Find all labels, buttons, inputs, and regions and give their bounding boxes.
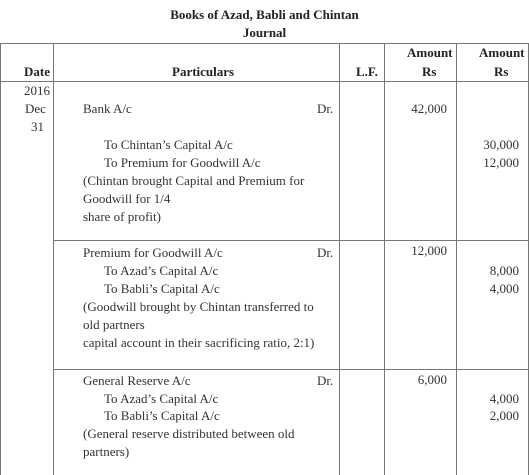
entry-dr-label: Dr.: [317, 101, 334, 116]
entry-narration: partners): [83, 444, 130, 459]
date-header: Date: [24, 64, 50, 79]
entry-divider-1: [53, 240, 529, 241]
date-month: Dec: [25, 101, 46, 116]
entry-credit-account: To Chintan’s Capital A/c: [104, 137, 233, 152]
entry-credit-amount: 4,000: [489, 391, 519, 406]
header-bottom-border: [0, 81, 529, 82]
entry-credit-account: To Azad’s Capital A/c: [104, 263, 219, 278]
particulars-header: Particulars: [172, 64, 235, 79]
amount2-header: Amount: [479, 45, 525, 60]
entry-credit-account: To Azad’s Capital A/c: [104, 391, 219, 406]
entry-narration: (General reserve distributed between old: [83, 426, 295, 441]
entry-narration: share of profit): [83, 209, 161, 224]
amount1-unit: Rs: [422, 64, 437, 79]
table-top-border: [0, 43, 529, 44]
entry-credit-amount: 12,000: [483, 155, 519, 170]
amount1-header: Amount: [407, 45, 453, 60]
amount2-unit: Rs: [494, 64, 509, 79]
divider-date: [53, 43, 54, 475]
entry-credit-account: To Babli’s Capital A/c: [104, 281, 220, 296]
entry-narration: (Chintan brought Capital and Premium for: [83, 173, 305, 188]
entry-narration: old partners: [83, 317, 145, 332]
entry-credit-amount: 4,000: [489, 281, 519, 296]
entry-dr-label: Dr.: [317, 245, 334, 260]
entry-narration: (Goodwill brought by Chintan transferred to: [83, 299, 314, 314]
entry-debit-amount: 12,000: [411, 243, 447, 258]
lf-header: L.F.: [356, 64, 378, 79]
entry-debit-account: Premium for Goodwill A/c: [83, 245, 223, 260]
entry-debit-amount: 6,000: [417, 372, 447, 387]
ledger-title: Books of Azad, Babli and Chintan: [170, 7, 359, 22]
entry-debit-account: Bank A/c: [83, 101, 132, 116]
entry-credit-amount: 8,000: [489, 263, 519, 278]
entry-debit-account: General Reserve A/c: [83, 373, 191, 388]
entry-narration: Goodwill for 1/4: [83, 191, 171, 206]
entry-divider-2: [53, 369, 529, 370]
border-left: [0, 43, 1, 475]
divider-particulars: [339, 43, 340, 475]
entry-credit-amount: 30,000: [483, 137, 519, 152]
entry-narration: capital account in their sacrificing ratio, 2:1): [83, 335, 315, 350]
entry-dr-label: Dr.: [317, 373, 334, 388]
date-day: 31: [31, 119, 44, 134]
entry-credit-amount: 2,000: [489, 408, 519, 423]
ledger-subtitle: Journal: [242, 25, 287, 40]
entry-credit-account: To Babli’s Capital A/c: [104, 408, 220, 423]
date-year: 2016: [24, 83, 50, 98]
entry-credit-account: To Premium for Goodwill A/c: [104, 155, 261, 170]
entry-debit-amount: 42,000: [411, 101, 447, 116]
